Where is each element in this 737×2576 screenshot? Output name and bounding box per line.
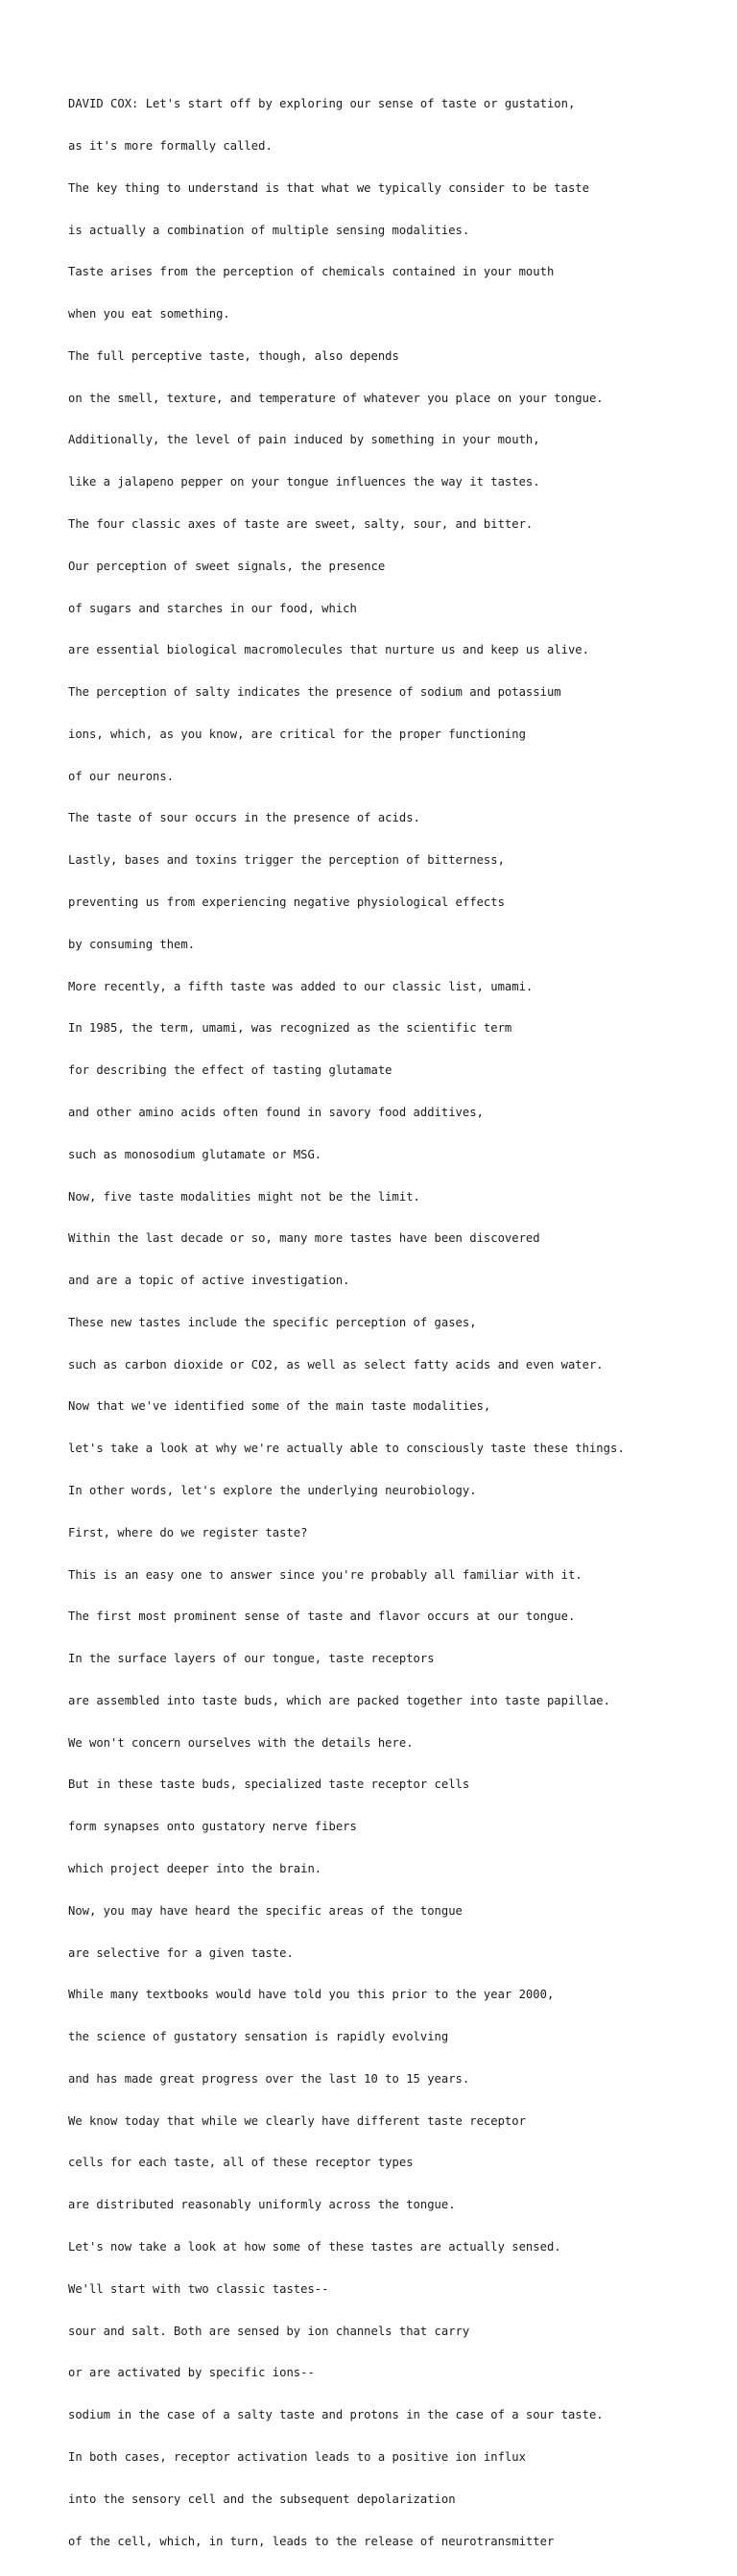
transcript-line: the science of gustatory sensation is rapidly evolving	[68, 2030, 449, 2044]
transcript-line: into the sensory cell and the subsequent depolarization	[68, 2492, 456, 2506]
transcript-line: The first most prominent sense of taste and flavor occurs at our tongue.	[68, 1610, 576, 1624]
transcript-line: are essential biological macromolecules that nurture us and keep us alive.	[68, 643, 589, 657]
transcript-text	[68, 69, 721, 2576]
transcript-line: First, where do we register taste?	[68, 1525, 308, 1539]
transcript-line: like a jalapeno pepper on your tongue influences the way it tastes.	[68, 475, 540, 489]
transcript-line: of the cell, which, in turn, leads to the release of neurotransmitter	[68, 2534, 555, 2548]
transcript-line: Now, you may have heard the specific areas of the tongue	[68, 1903, 463, 1918]
transcript-line: In other words, let's explore the underlying neurobiology.	[68, 1483, 477, 1497]
transcript-line: for describing the effect of tasting glutamate	[68, 1063, 392, 1078]
transcript-line: Taste arises from the perception of chemicals contained in your mouth	[68, 265, 555, 279]
transcript-line: In both cases, receptor activation leads to a positive ion influx	[68, 2449, 526, 2464]
transcript-line: of our neurons.	[68, 769, 175, 783]
transcript-line: let's take a look at why we're actually able to consciously taste these things.	[68, 1442, 625, 1456]
transcript-line: preventing us from experiencing negative physiological effects	[68, 895, 505, 910]
transcript-line: While many textbooks would have told you this prior to the year 2000,	[68, 1988, 555, 2002]
transcript-line: ions, which, as you know, are critical for the proper functioning	[68, 727, 526, 741]
transcript-line: We know today that while we clearly have different taste receptor	[68, 2113, 526, 2128]
transcript-line: But in these taste buds, specialized taste receptor cells	[68, 1777, 470, 1792]
transcript-line: The key thing to understand is that what we typically consider to be taste	[68, 180, 589, 195]
transcript-line: More recently, a fifth taste was added to our classic list, umami.	[68, 979, 534, 993]
transcript-line: Within the last decade or so, many more tastes have been discovered	[68, 1231, 540, 1246]
transcript-line: and has made great progress over the last 10 to 15 years.	[68, 2071, 470, 2086]
transcript-line: Our perception of sweet signals, the presence	[68, 559, 386, 573]
transcript-line: We'll start with two classic tastes--	[68, 2281, 329, 2296]
transcript-line: The four classic axes of taste are sweet, salty, sour, and bitter.	[68, 517, 534, 531]
transcript-line: Now that we've identified some of the main taste modalities,	[68, 1399, 491, 1414]
transcript-line: is actually a combination of multiple sensing modalities.	[68, 223, 470, 237]
transcript-line: by consuming them.	[68, 937, 196, 951]
transcript-line: or are activated by specific ions--	[68, 2366, 315, 2380]
transcript-line: sour and salt. Both are sensed by ion channels that carry	[68, 2324, 470, 2338]
transcript-line: In the surface layers of our tongue, taste receptors	[68, 1652, 435, 1666]
transcript-line: The full perceptive taste, though, also depends	[68, 348, 399, 363]
transcript-line: Lastly, bases and toxins trigger the perception of bitterness,	[68, 853, 505, 868]
transcript-line: and are a topic of active investigation.	[68, 1274, 350, 1288]
transcript-line: cells for each taste, all of these receptor types	[68, 2156, 414, 2170]
transcript-line: which project deeper into the brain.	[68, 1862, 322, 1875]
transcript-line: We won't concern ourselves with the details here.	[68, 1735, 414, 1750]
transcript-line: Additionally, the level of pain induced by something in your mouth,	[68, 433, 540, 447]
transcript-line: In 1985, the term, umami, was recognized as the scientific term	[68, 1021, 512, 1036]
transcript-line: Now, five taste modalities might not be the limit.	[68, 1189, 420, 1204]
transcript-line: are selective for a given taste.	[68, 1945, 294, 1960]
transcript-line: DAVID COX: Let's start off by exploring our sense of taste or gustation,	[68, 97, 576, 111]
transcript-line: The perception of salty indicates the presence of sodium and potassium	[68, 685, 561, 700]
transcript-line: such as monosodium glutamate or MSG.	[68, 1147, 322, 1161]
transcript-line: form synapses onto gustatory nerve fibers	[68, 1820, 357, 1834]
transcript-line: The taste of sour occurs in the presence of acids.	[68, 811, 420, 825]
transcript-line: and other amino acids often found in savory food additives,	[68, 1105, 484, 1119]
transcript-line: Let's now take a look at how some of these tastes are actually sensed.	[68, 2240, 561, 2254]
transcript-line: This is an easy one to answer since you're probably all familiar with it.	[68, 1567, 582, 1582]
transcript-line: sodium in the case of a salty taste and protons in the case of a sour taste.	[68, 2408, 604, 2422]
transcript-line: are distributed reasonably uniformly across the tongue.	[68, 2198, 456, 2212]
transcript-line: of sugars and starches in our food, which	[68, 601, 357, 615]
transcript-line: when you eat something.	[68, 307, 230, 322]
transcript-line: such as carbon dioxide or CO2, as well as select fatty acids and even water.	[68, 1357, 604, 1371]
transcript-line: on the smell, texture, and temperature of whatever you place on your tongue.	[68, 391, 604, 405]
transcript-line: are assembled into taste buds, which are packed together into taste papillae.	[68, 1693, 610, 1707]
transcript-line: These new tastes include the specific perception of gases,	[68, 1315, 477, 1329]
transcript-line: as it's more formally called.	[68, 138, 273, 153]
